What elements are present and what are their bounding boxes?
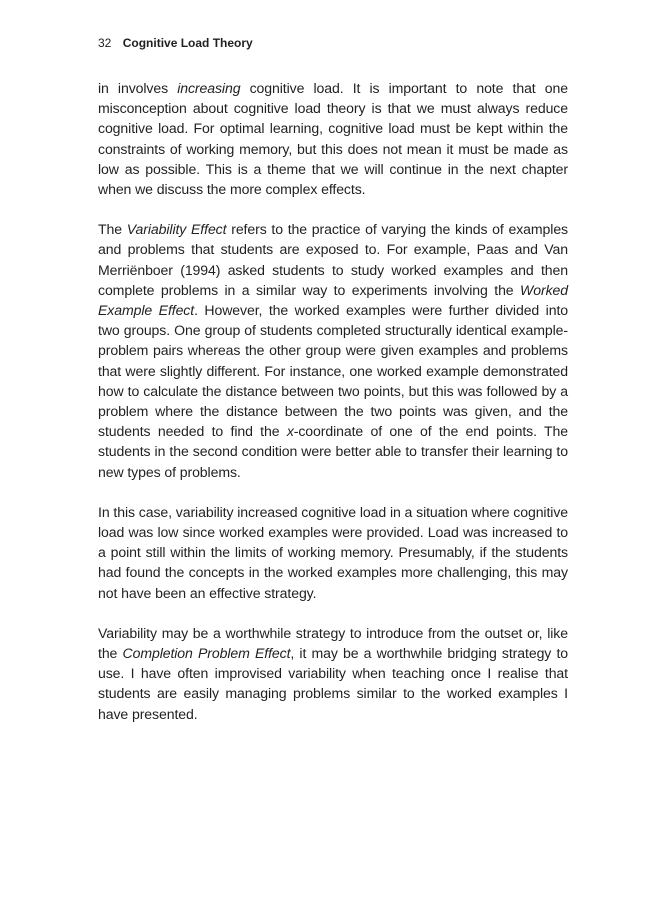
text-segment: cognitive load. It is important to note that one misconception about cognitive load theory is that we must always reduce cognitive load. For optimal learning, cognitive load must be kept within the constraints of working memory, but this does not mean it must be made as low as possible. This is a theme that we will continue in the next chapter when we discuss the more complex effects. — [98, 80, 568, 198]
text-segment: refers to the practice of varying the kinds of examples and problems that students are exposed to. For example, Paas and Van Merriënboer (1994) asked students to study worked examples and then complete problems in a similar way to experiments involving the — [98, 221, 569, 298]
emphasis-text: increasing — [177, 80, 241, 96]
text-segment: In this case, variability increased cognitive load in a situation where cognitive load was low since worked examples were provided. Load was increased to a point still within the limits of working memory. Presumably, if the students had found the concepts in the worked examples more challenging, this may not have been an effective strategy. — [98, 503, 568, 601]
page-number: 32 — [98, 36, 112, 50]
text-segment: in involves — [98, 80, 178, 96]
text-segment: Variability may be a worthwhile strategy to introduce from the outset or, like the — [98, 624, 568, 662]
running-head — [98, 36, 253, 50]
chapter-title: Cognitive Load Theory — [122, 36, 253, 50]
emphasis-text: Variability Effect — [126, 221, 227, 238]
body-text — [98, 78, 568, 744]
paragraph — [98, 78, 568, 199]
paragraph — [98, 219, 568, 482]
text-segment: The — [98, 221, 127, 238]
paragraph — [98, 623, 568, 724]
text-segment: -coordinate of one of the end points. The students in the second condition were better able to transfer their learning to new types of problems. — [98, 423, 568, 480]
paragraph — [98, 502, 568, 603]
text-segment: , it may be a worthwhile bridging strategy to use. I have often improvised variability when teaching once I realise that students are easily managing problems similar to the worked examples I have presented. — [98, 645, 569, 722]
emphasis-text: Completion Problem Effect — [122, 645, 291, 662]
text-segment: . However, the worked examples were further divided into two groups. One group of students completed structurally identical example-problem pairs whereas the other group were given examples and problems that were slightly different. For instance, one worked example demonstrated how to calculate the distance between two points, but this was followed by a problem where the distance between the two points was given, and the students needed to find the — [98, 302, 568, 440]
emphasis-text: x — [286, 423, 294, 440]
emphasis-text: Worked Example Effect — [98, 281, 568, 319]
